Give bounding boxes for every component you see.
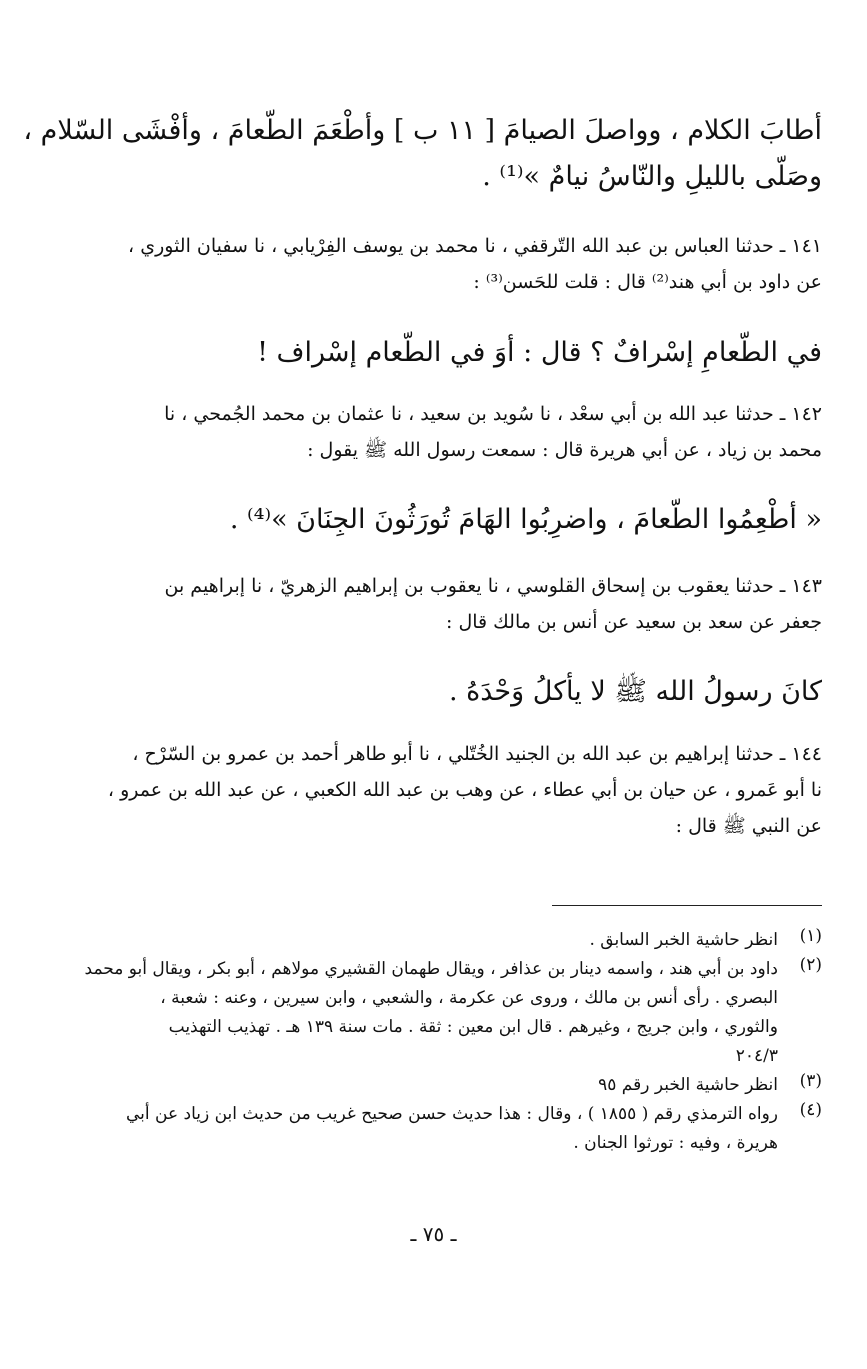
hadith-140-ending (23, 108, 822, 200)
hadith-143-isnad (68, 568, 822, 640)
text-line: ١٤١ ـ حدثنا العباس بن عبد الله التّرقفي ، نا محمد بن يوسف الفِرْيابي ، نا سفيان الثوري ، (128, 235, 822, 257)
text-line: عن النبي ﷺ قال : (675, 815, 822, 837)
text-line: ١٤٢ ـ حدثنا عبد الله بن أبي سعْد ، نا سُويد بن سعيد ، نا عثمان بن محمد الجُمحي ، نا (164, 403, 822, 425)
text-line: جعفر عن سعد بن سعيد عن أنس بن مالك قال : (446, 611, 822, 633)
text-line: نا أبو عَمرو ، عن حيان بن أبي عطاء ، عن وهب بن عبد الله الكعبي ، عن عبد الله بن عمرو ، (107, 779, 822, 801)
footnote-1 (68, 926, 822, 955)
footnote-2 (68, 955, 822, 1071)
hadith-143-matn (68, 669, 822, 715)
hadith-144-isnad (68, 736, 822, 844)
footnote-number: (٤) (799, 1100, 822, 1120)
footnote-line: انظر حاشية الخبر السابق . (589, 930, 778, 950)
text-line: ١٤٣ ـ حدثنا يعقوب بن إسحاق القلوسي ، نا يعقوب بن إبراهيم الزهريّ ، نا إبراهيم بن (164, 575, 822, 597)
footnotes (68, 926, 822, 1158)
hadith-141-matn (68, 330, 822, 376)
footnote-line: والثوري ، وابن جريج ، وغيرهم . قال ابن معين : ثقة . مات سنة ١٣٩ هـ . تهذيب التهذيب (168, 1017, 778, 1037)
footnote-line: هريرة ، وفيه : تورثوا الجنان . (573, 1133, 778, 1153)
text-line: كانَ رسولُ الله ﷺ لا يأكلُ وَحْدَهُ . (448, 676, 822, 707)
footnote-line: البصري . رأى أنس بن مالك ، وروى عن عكرمة ، والشعبي ، وابن سيرين ، وعنه : شعبة ، (160, 988, 778, 1008)
footnote-number: (١) (799, 926, 822, 946)
page-number: ـ ٧٥ ـ (410, 1222, 457, 1246)
hadith-141-isnad (68, 228, 822, 300)
text-line: محمد بن زياد ، عن أبي هريرة قال : سمعت رسول الله ﷺ يقول : (307, 439, 822, 461)
text-line: « أطْعِمُوا الطّعامَ ، واضرِبُوا الهَامَ تُورَثُونَ الجِنَانَ »⁽⁴⁾ . (229, 504, 822, 535)
footnote-number: (٣) (799, 1071, 822, 1091)
footnote-line: رواه الترمذي رقم ( ١٨٥٥ ) ، وقال : هذا حديث حسن صحيح غريب من حديث ابن زياد عن أبي (126, 1104, 778, 1124)
footnote-line: ٢٠٤/٣ (735, 1046, 778, 1066)
text-line: أطابَ الكلام ، وواصلَ الصيامَ [ ١١ ب ] وأطْعَمَ الطّعامَ ، وأفْشَى السّلام ، (23, 115, 822, 146)
footnote-3 (68, 1071, 822, 1100)
text-line: ١٤٤ ـ حدثنا إبراهيم بن عبد الله بن الجنيد الخُتّلي ، نا أبو طاهر أحمد بن عمرو بن السّرْح ، (132, 743, 822, 765)
text-line: عن داود بن أبي هند⁽²⁾ قال : قلت للحَسن⁽³⁾ : (473, 271, 822, 293)
footnote-number: (٢) (799, 955, 822, 975)
footnote-4 (68, 1100, 822, 1158)
footnote-line: داود بن أبي هند ، واسمه دينار بن عذافر ، ويقال طهمان القشيري مولاهم ، أبو بكر ، ويقال أبو محمد (84, 959, 778, 979)
footnote-line: انظر حاشية الخبر رقم ٩٥ (598, 1075, 778, 1095)
hadith-142-matn (68, 497, 822, 543)
footnote-separator (552, 905, 822, 906)
text-line: وصَلّى بالليلِ والنّاسُ نيامٌ »⁽¹⁾ . (482, 161, 822, 192)
text-line: في الطّعامِ إسْرافٌ ؟ قال : أوَ في الطّعام إسْراف ! (257, 337, 822, 368)
hadith-142-isnad (68, 396, 822, 468)
